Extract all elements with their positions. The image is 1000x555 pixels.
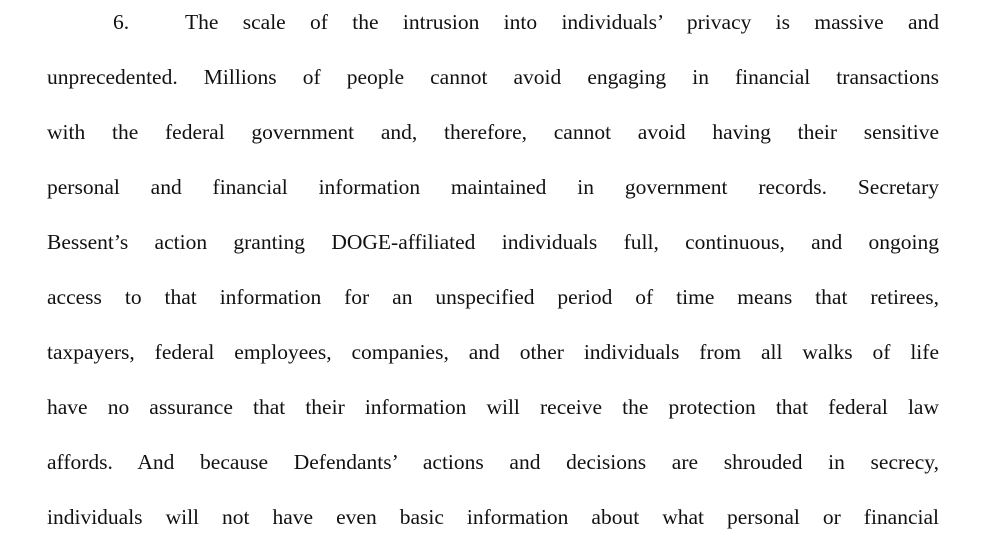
paragraph-line: access to that information for an unspecified period of time means that retirees, bbox=[47, 285, 939, 309]
paragraph-line: The scale of the intrusion into individuals’ privacy is massive and bbox=[185, 10, 939, 34]
paragraph-line: Bessent’s action granting DOGE-affiliated individuals full, continuous, and ongoing bbox=[47, 230, 939, 254]
paragraph-number: 6. bbox=[113, 10, 130, 34]
paragraph-line: taxpayers, federal employees, companies, and other individuals from all walks of life bbox=[47, 340, 939, 364]
paragraph-line: personal and financial information maintained in government records. Secretary bbox=[47, 175, 939, 199]
paragraph-line: affords. And because Defendants’ actions and decisions are shrouded in secrecy, bbox=[47, 450, 939, 474]
paragraph-line: individuals will not have even basic information about what personal or financial bbox=[47, 505, 939, 529]
paragraph-line: with the federal government and, therefore, cannot avoid having their sensitive bbox=[47, 120, 939, 144]
paragraph-line: have no assurance that their information will receive the protection that federal law bbox=[47, 395, 939, 419]
paragraph-line: unprecedented. Millions of people cannot avoid engaging in financial transactions bbox=[47, 65, 939, 89]
